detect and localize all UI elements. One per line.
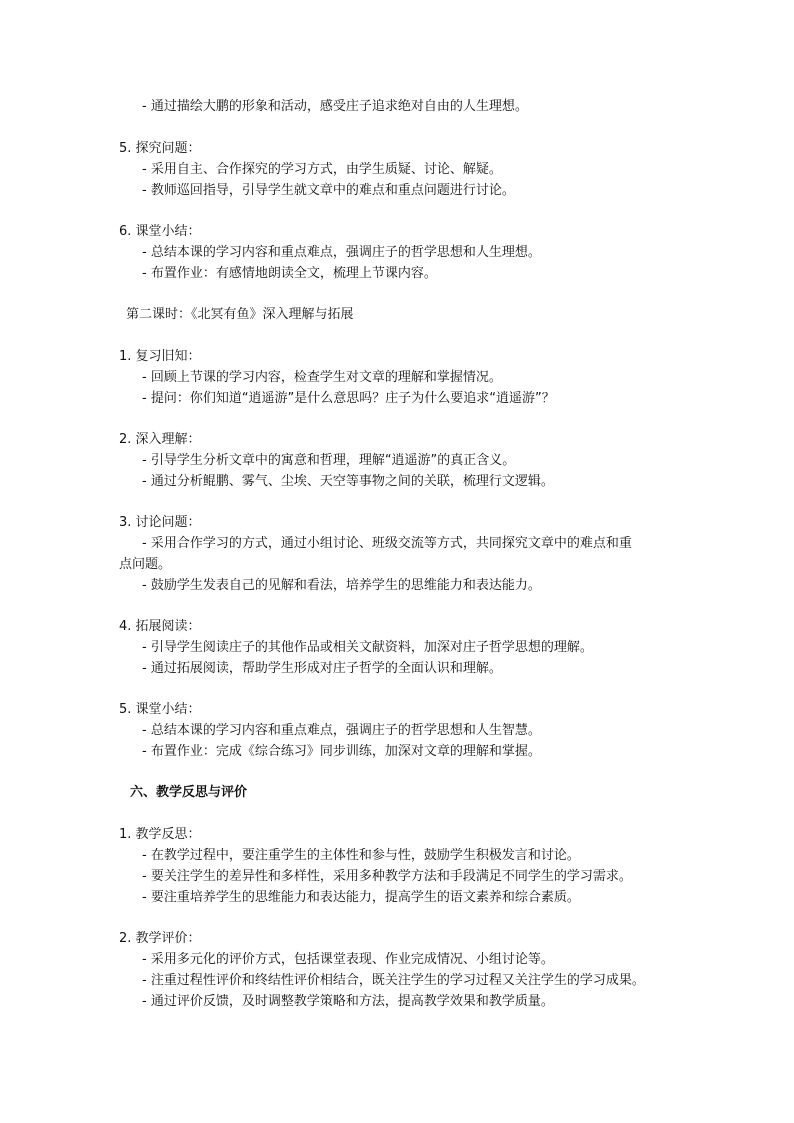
bullet-line: - 引导学生阅读庄子的其他作品或相关文献资料，加深对庄子哲学思想的理解。 bbox=[142, 640, 593, 655]
bullet-line: - 总结本课的学习内容和重点难点，强调庄子的哲学思想和人生智慧。 bbox=[142, 723, 541, 738]
section-heading: 六、教学反思与评价 bbox=[130, 785, 248, 800]
bullet-line: - 要注重培养学生的思维能力和表达能力，提高学生的语文素养和综合素质。 bbox=[142, 890, 580, 905]
bullet-line: - 引导学生分析文章中的寓意和哲理，理解“逍遥游”的真正含义。 bbox=[142, 453, 516, 468]
numbered-heading: 2. 教学评价： bbox=[119, 931, 201, 946]
lesson-heading: 第二课时：《北冥有鱼》深入理解与拓展 bbox=[126, 307, 354, 322]
numbered-heading: 2. 深入理解： bbox=[119, 432, 201, 447]
bullet-line: - 教师巡回指导，引导学生就文章中的难点和重点问题进行讨论。 bbox=[142, 183, 515, 198]
bullet-line: - 采用自主、合作探究的学习方式，由学生质疑、讨论、解疑。 bbox=[142, 162, 502, 177]
numbered-heading: 5. 探究问题： bbox=[119, 141, 201, 156]
numbered-heading: 1. 复习旧知： bbox=[119, 349, 201, 364]
bullet-line: - 采用合作学习的方式，通过小组讨论、班级交流等方式，共同探究文章中的难点和重 bbox=[142, 536, 632, 551]
bullet-line: - 要关注学生的差异性和多样性，采用多种教学方法和手段满足不同学生的学习需求。 bbox=[142, 869, 632, 884]
bullet-line: - 鼓励学生发表自己的见解和看法，培养学生的思维能力和表达能力。 bbox=[142, 578, 541, 593]
bullet-line: - 通过拓展阅读，帮助学生形成对庄子哲学的全面认识和理解。 bbox=[142, 661, 502, 676]
bullet-line: - 注重过程性评价和终结性评价相结合，既关注学生的学习过程又关注学生的学习成果。 bbox=[142, 973, 645, 988]
numbered-heading: 6. 课堂小结： bbox=[119, 224, 201, 239]
bullet-continuation: 点问题。 bbox=[119, 557, 172, 572]
numbered-heading: 5. 课堂小结： bbox=[119, 702, 201, 717]
bullet-line: - 通过分析鲲鹏、雾气、尘埃、天空等事物之间的关联，梳理行文逻辑。 bbox=[142, 474, 554, 489]
bullet-line: - 提问：你们知道“逍遥游”是什么意思吗？庄子为什么要追求“逍遥游”？ bbox=[142, 391, 555, 406]
bullet-line: - 采用多元化的评价方式，包括课堂表现、作业完成情况、小组讨论等。 bbox=[142, 952, 554, 967]
bullet-line: - 通过描绘大鹏的形象和活动，感受庄子追求绝对自由的人生理想。 bbox=[142, 99, 528, 114]
numbered-heading: 3. 讨论问题： bbox=[119, 515, 201, 530]
bullet-line: - 布置作业：完成《综合练习》同步训练，加深对文章的理解和掌握。 bbox=[142, 744, 541, 759]
bullet-line: - 总结本课的学习内容和重点难点，强调庄子的哲学思想和人生理想。 bbox=[142, 245, 541, 260]
bullet-line: - 通过评价反馈，及时调整教学策略和方法，提高教学效果和教学质量。 bbox=[142, 994, 554, 1009]
bullet-line: - 布置作业：有感情地朗读全文，梳理上节课内容。 bbox=[142, 266, 437, 281]
numbered-heading: 4. 拓展阅读： bbox=[119, 619, 201, 634]
bullet-line: - 在教学过程中，要注重学生的主体性和参与性，鼓励学生积极发言和讨论。 bbox=[142, 848, 580, 863]
bullet-line: - 回顾上节课的学习内容，检查学生对文章的理解和掌握情况。 bbox=[142, 370, 502, 385]
numbered-heading: 1. 教学反思： bbox=[119, 827, 201, 842]
